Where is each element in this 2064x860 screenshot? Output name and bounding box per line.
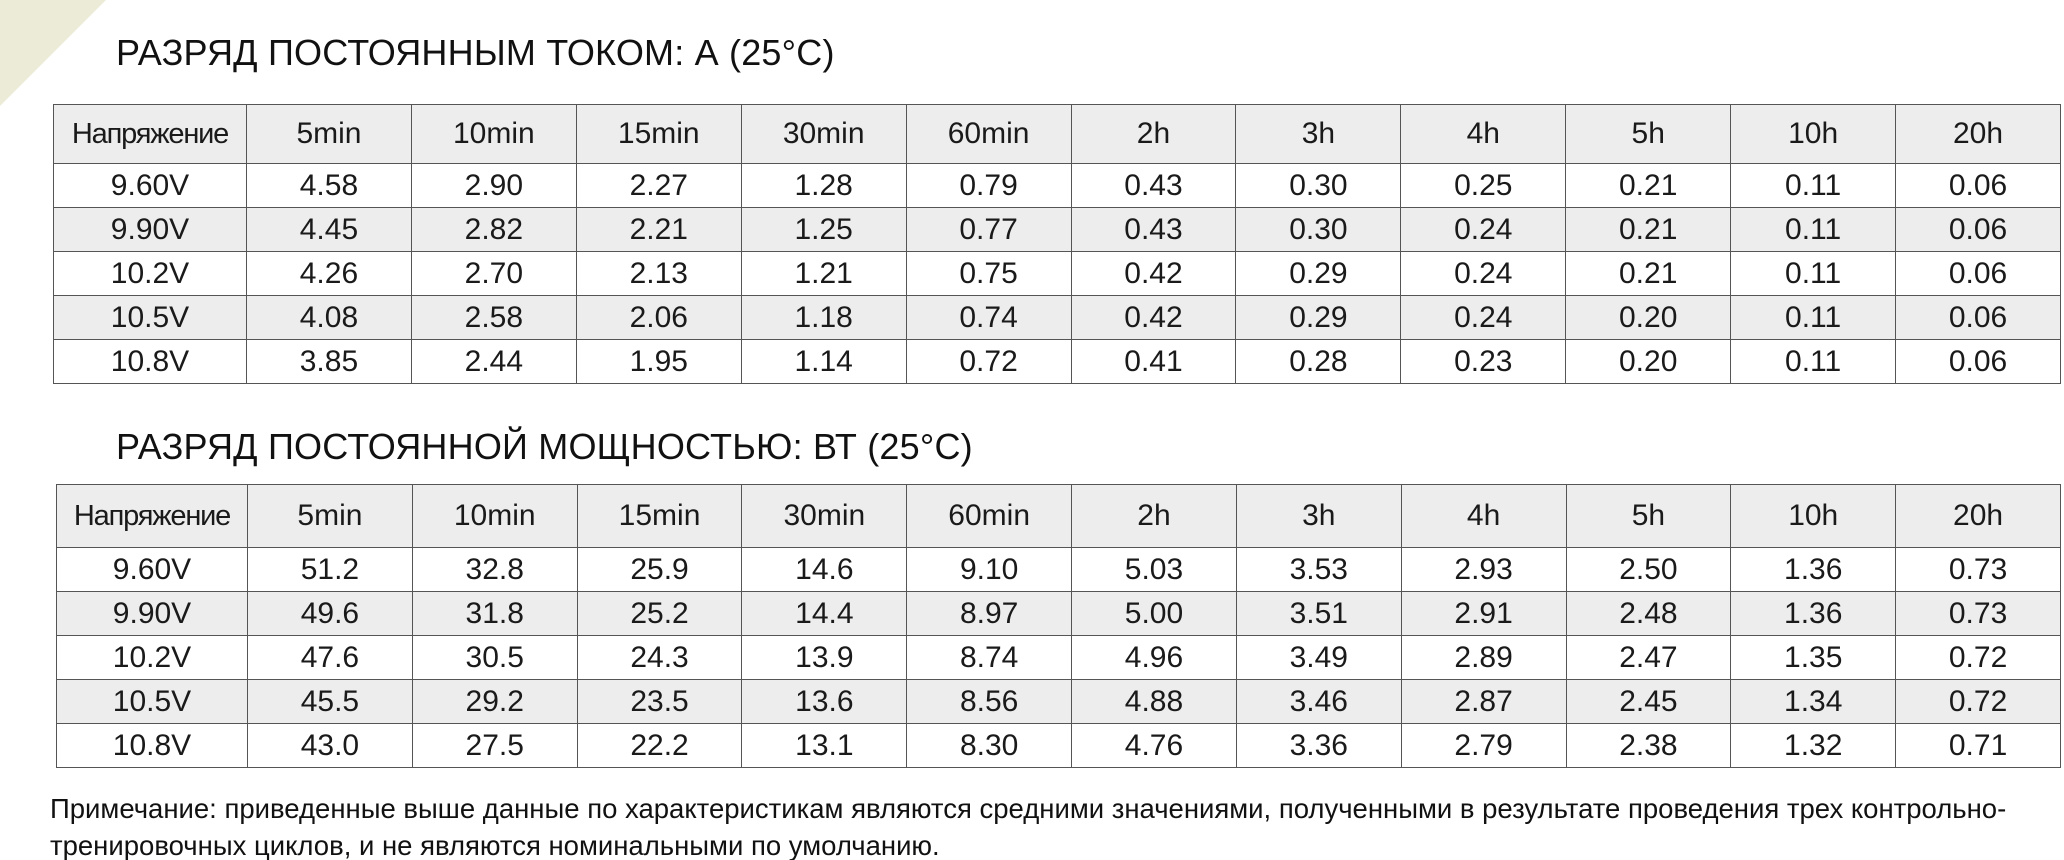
value-cell: 0.20: [1566, 296, 1731, 340]
value-cell: 13.6: [742, 680, 907, 724]
value-cell: 1.34: [1731, 680, 1896, 724]
value-cell: 0.24: [1401, 296, 1566, 340]
voltage-cell: 10.5V: [54, 296, 247, 340]
table-row: [57, 548, 2061, 592]
column-header: 2h: [1072, 485, 1237, 548]
value-cell: 30.5: [412, 636, 577, 680]
value-cell: 0.73: [1896, 592, 2061, 636]
value-cell: 2.45: [1566, 680, 1731, 724]
value-cell: 2.21: [576, 208, 741, 252]
value-cell: 3.46: [1236, 680, 1401, 724]
value-cell: 0.42: [1071, 296, 1236, 340]
value-cell: 29.2: [412, 680, 577, 724]
value-cell: 8.30: [907, 724, 1072, 768]
value-cell: 3.36: [1236, 724, 1401, 768]
value-cell: 0.74: [906, 296, 1071, 340]
table-row: [54, 296, 2061, 340]
value-cell: 0.71: [1896, 724, 2061, 768]
value-cell: 1.21: [741, 252, 906, 296]
value-cell: 31.8: [412, 592, 577, 636]
value-cell: 3.85: [247, 340, 412, 384]
value-cell: 8.97: [907, 592, 1072, 636]
column-header: 10min: [412, 485, 577, 548]
table-header-row: [54, 105, 2061, 164]
value-cell: 4.26: [247, 252, 412, 296]
table-row: [57, 636, 2061, 680]
value-cell: 51.2: [248, 548, 413, 592]
value-cell: 0.20: [1566, 340, 1731, 384]
value-cell: 4.08: [247, 296, 412, 340]
value-cell: 0.30: [1236, 208, 1401, 252]
voltage-cell: 9.60V: [54, 164, 247, 208]
column-header: 5min: [248, 485, 413, 548]
column-header: 15min: [577, 485, 742, 548]
value-cell: 2.50: [1566, 548, 1731, 592]
value-cell: 0.41: [1071, 340, 1236, 384]
value-cell: 1.28: [741, 164, 906, 208]
value-cell: 0.11: [1731, 164, 1896, 208]
column-header: 15min: [576, 105, 741, 164]
value-cell: 0.21: [1566, 252, 1731, 296]
voltage-cell: 10.5V: [57, 680, 248, 724]
value-cell: 0.72: [906, 340, 1071, 384]
value-cell: 2.38: [1566, 724, 1731, 768]
value-cell: 0.11: [1731, 340, 1896, 384]
value-cell: 25.9: [577, 548, 742, 592]
value-cell: 0.11: [1731, 208, 1896, 252]
table-header-row: [57, 485, 2061, 548]
column-header: 3h: [1236, 485, 1401, 548]
value-cell: 13.1: [742, 724, 907, 768]
value-cell: 2.91: [1401, 592, 1566, 636]
value-cell: 2.44: [411, 340, 576, 384]
value-cell: 49.6: [248, 592, 413, 636]
column-header: 3h: [1236, 105, 1401, 164]
value-cell: 2.79: [1401, 724, 1566, 768]
voltage-column-header: Напряжение: [57, 485, 248, 548]
value-cell: 0.06: [1896, 340, 2061, 384]
value-cell: 4.76: [1072, 724, 1237, 768]
voltage-column-header: Напряжение: [54, 105, 247, 164]
value-cell: 0.79: [906, 164, 1071, 208]
value-cell: 0.06: [1896, 208, 2061, 252]
value-cell: 24.3: [577, 636, 742, 680]
value-cell: 8.74: [907, 636, 1072, 680]
voltage-cell: 10.8V: [57, 724, 248, 768]
value-cell: 0.29: [1236, 296, 1401, 340]
value-cell: 1.95: [576, 340, 741, 384]
value-cell: 14.4: [742, 592, 907, 636]
value-cell: 2.90: [411, 164, 576, 208]
column-header: 60min: [906, 105, 1071, 164]
voltage-cell: 10.2V: [54, 252, 247, 296]
value-cell: 0.06: [1896, 296, 2061, 340]
value-cell: 14.6: [742, 548, 907, 592]
value-cell: 2.82: [411, 208, 576, 252]
value-cell: 3.51: [1236, 592, 1401, 636]
value-cell: 1.32: [1731, 724, 1896, 768]
column-header: 20h: [1896, 485, 2061, 548]
value-cell: 5.03: [1072, 548, 1237, 592]
value-cell: 0.73: [1896, 548, 2061, 592]
value-cell: 2.47: [1566, 636, 1731, 680]
value-cell: 4.88: [1072, 680, 1237, 724]
voltage-cell: 9.60V: [57, 548, 248, 592]
value-cell: 1.36: [1731, 548, 1896, 592]
column-header: 4h: [1401, 485, 1566, 548]
value-cell: 0.30: [1236, 164, 1401, 208]
value-cell: 0.21: [1566, 164, 1731, 208]
value-cell: 2.27: [576, 164, 741, 208]
column-header: 4h: [1401, 105, 1566, 164]
column-header: 60min: [907, 485, 1072, 548]
column-header: 20h: [1896, 105, 2061, 164]
value-cell: 9.10: [907, 548, 1072, 592]
value-cell: 1.36: [1731, 592, 1896, 636]
value-cell: 1.14: [741, 340, 906, 384]
voltage-cell: 10.8V: [54, 340, 247, 384]
value-cell: 32.8: [412, 548, 577, 592]
table-row: [54, 252, 2061, 296]
value-cell: 8.56: [907, 680, 1072, 724]
value-cell: 0.29: [1236, 252, 1401, 296]
value-cell: 47.6: [248, 636, 413, 680]
value-cell: 0.25: [1401, 164, 1566, 208]
value-cell: 2.13: [576, 252, 741, 296]
value-cell: 1.35: [1731, 636, 1896, 680]
table-row: [54, 340, 2061, 384]
value-cell: 0.42: [1071, 252, 1236, 296]
voltage-cell: 10.2V: [57, 636, 248, 680]
value-cell: 22.2: [577, 724, 742, 768]
corner-decoration: [0, 0, 106, 106]
value-cell: 25.2: [577, 592, 742, 636]
value-cell: 2.93: [1401, 548, 1566, 592]
value-cell: 2.89: [1401, 636, 1566, 680]
table-row: [54, 208, 2061, 252]
value-cell: 2.06: [576, 296, 741, 340]
value-cell: 3.53: [1236, 548, 1401, 592]
value-cell: 27.5: [412, 724, 577, 768]
value-cell: 3.49: [1236, 636, 1401, 680]
value-cell: 4.96: [1072, 636, 1237, 680]
footnote: Примечание: приведенные выше данные по характеристикам являются средними значениями, полученными в результате проведения трех контрольно-тренировочных циклов, и не являются номинальными по умолчанию.: [50, 793, 2007, 860]
section-title-current: РАЗРЯД ПОСТОЯННЫМ ТОКОМ: А (25°C): [116, 32, 835, 73]
constant-current-table: [53, 104, 2061, 384]
table-row: [54, 164, 2061, 208]
voltage-cell: 9.90V: [54, 208, 247, 252]
value-cell: 0.77: [906, 208, 1071, 252]
value-cell: 2.48: [1566, 592, 1731, 636]
column-header: 30min: [742, 485, 907, 548]
value-cell: 43.0: [248, 724, 413, 768]
value-cell: 2.58: [411, 296, 576, 340]
column-header: 10min: [411, 105, 576, 164]
section-title-power: РАЗРЯД ПОСТОЯННОЙ МОЩНОСТЬЮ: ВТ (25°C): [116, 426, 973, 467]
value-cell: 0.24: [1401, 208, 1566, 252]
column-header: 10h: [1731, 485, 1896, 548]
value-cell: 0.72: [1896, 636, 2061, 680]
value-cell: 0.24: [1401, 252, 1566, 296]
table-row: [57, 592, 2061, 636]
column-header: 2h: [1071, 105, 1236, 164]
value-cell: 1.25: [741, 208, 906, 252]
value-cell: 2.70: [411, 252, 576, 296]
value-cell: 0.06: [1896, 164, 2061, 208]
value-cell: 1.18: [741, 296, 906, 340]
value-cell: 0.06: [1896, 252, 2061, 296]
column-header: 5h: [1566, 105, 1731, 164]
column-header: 30min: [741, 105, 906, 164]
value-cell: 0.43: [1071, 164, 1236, 208]
column-header: 5min: [247, 105, 412, 164]
value-cell: 0.21: [1566, 208, 1731, 252]
value-cell: 13.9: [742, 636, 907, 680]
column-header: 5h: [1566, 485, 1731, 548]
table-row: [57, 724, 2061, 768]
value-cell: 0.75: [906, 252, 1071, 296]
value-cell: 4.45: [247, 208, 412, 252]
value-cell: 0.23: [1401, 340, 1566, 384]
value-cell: 0.28: [1236, 340, 1401, 384]
constant-power-table: [56, 484, 2061, 768]
value-cell: 0.11: [1731, 252, 1896, 296]
value-cell: 5.00: [1072, 592, 1237, 636]
value-cell: 0.72: [1896, 680, 2061, 724]
value-cell: 45.5: [248, 680, 413, 724]
value-cell: 2.87: [1401, 680, 1566, 724]
voltage-cell: 9.90V: [57, 592, 248, 636]
value-cell: 4.58: [247, 164, 412, 208]
value-cell: 0.11: [1731, 296, 1896, 340]
column-header: 10h: [1731, 105, 1896, 164]
value-cell: 0.43: [1071, 208, 1236, 252]
value-cell: 23.5: [577, 680, 742, 724]
table-row: [57, 680, 2061, 724]
